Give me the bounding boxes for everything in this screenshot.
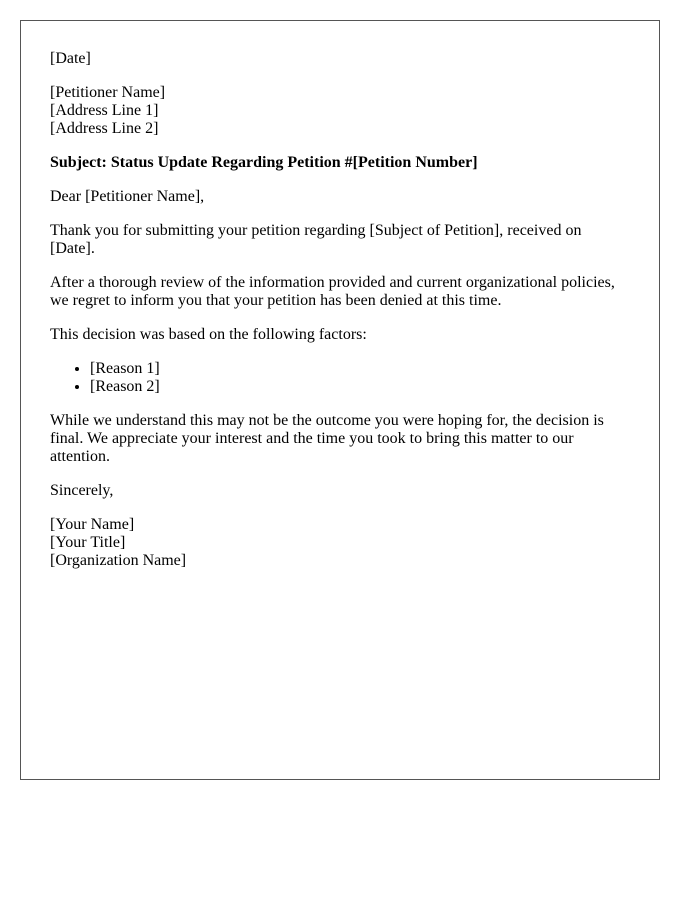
letter-salutation: Dear [Petitioner Name], xyxy=(50,188,205,205)
reason-item: • [Reason 1] xyxy=(90,360,630,378)
recipient-name: [Petitioner Name] xyxy=(50,84,166,101)
letter-subject: Subject: Status Update Regarding Petition #[Petition Number] xyxy=(50,154,478,171)
letter-date: [Date] xyxy=(50,50,91,67)
signature-organization: [Organization Name] xyxy=(50,552,187,569)
letter-page xyxy=(20,20,660,780)
signature-block xyxy=(50,516,630,570)
signature-name: [Your Name] xyxy=(50,516,135,533)
reason-item: • [Reason 2] xyxy=(90,378,630,396)
recipient-address xyxy=(50,84,630,138)
letter-paragraph-factors: This decision was based on the following factors: xyxy=(50,326,367,343)
reasons-list xyxy=(50,360,630,396)
letter-sign-off: Sincerely, xyxy=(50,482,114,499)
recipient-address-line-2: [Address Line 2] xyxy=(50,120,159,137)
letter-paragraph-thanks: Thank you for submitting your petition regarding [Subject of Petition], received on [Date]. xyxy=(50,222,582,257)
letter-paragraph-closing: While we understand this may not be the outcome you were hoping for, the decision is final. We appreciate your interest and the time you took to bring this matter to our attention. xyxy=(50,412,604,465)
signature-title: [Your Title] xyxy=(50,534,126,551)
recipient-address-line-1: [Address Line 1] xyxy=(50,102,159,119)
letter-paragraph-decision: After a thorough review of the information provided and current organizational policies, we regret to inform you that your petition has been denied at this time. xyxy=(50,274,615,309)
